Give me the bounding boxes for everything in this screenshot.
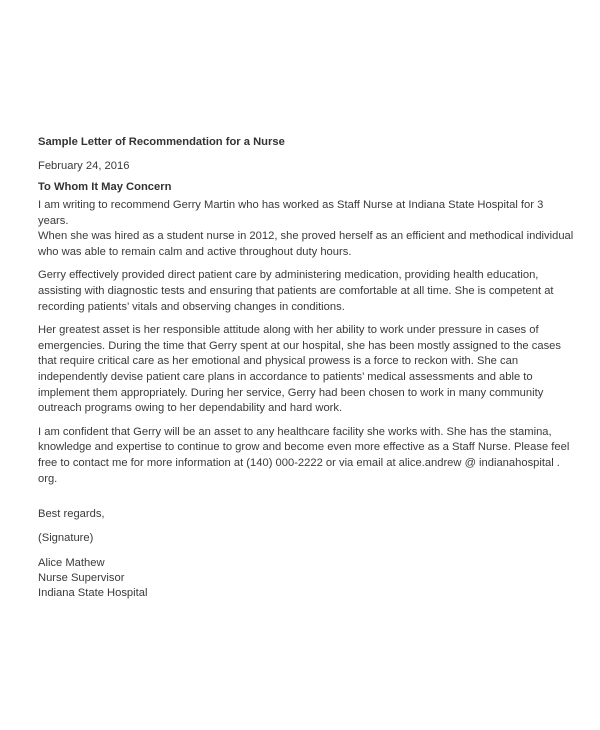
paragraph-strengths: Her greatest asset is her responsible attitude along with her ability to work under pressure in cases of emergencies. During the time that Gerry spent at our hospital, she has been mostly assigned to the cases that require critical care as her emotional and physical prowess is a force to reckon with. She can independently devise patient care plans in accordance to patients’ medical assessments and able to implement them appropriately. During her service, Gerry had been chosen to work in many community outreach programs owing to her dependability and hard work. (38, 324, 561, 415)
letter-body (38, 135, 576, 601)
paragraph-duties: Gerry effectively provided direct patient care by administering medication, providing health education, assisting with diagnostic tests and ensuring that patients are comfortable at all time. She is competent at recording patients’ vitals and observing changes in conditions. (38, 269, 554, 313)
paragraph-intro: I am writing to recommend Gerry Martin who has worked as Staff Nurse at Indiana State Hospital for 3 years. When she was hired as a student nurse in 2012, she proved herself as an efficient and methodical individual who was able to remain calm and active throughout duty hours. (38, 199, 574, 258)
signature-placeholder: (Signature) (38, 532, 94, 545)
letter-title: Sample Letter of Recommendation for a Nurse (38, 136, 285, 148)
signer-organization: Indiana State Hospital (38, 587, 148, 600)
letter-salutation: To Whom It May Concern (38, 181, 172, 193)
letter-date: February 24, 2016 (38, 160, 130, 172)
letter-closing: Best regards, (38, 508, 105, 521)
signer-name: Alice Mathew (38, 557, 105, 570)
paragraph-conclusion: I am confident that Gerry will be an asset to any healthcare facility she works with. She has the stamina, knowledge and expertise to continue to grow and become even more effective as a Staff Nurse. Please feel free to contact me for more information at (140) 000-2222 or via email at alice.andrew @ indianahospital . org. (38, 425, 570, 485)
signer-role: Nurse Supervisor (38, 572, 125, 585)
